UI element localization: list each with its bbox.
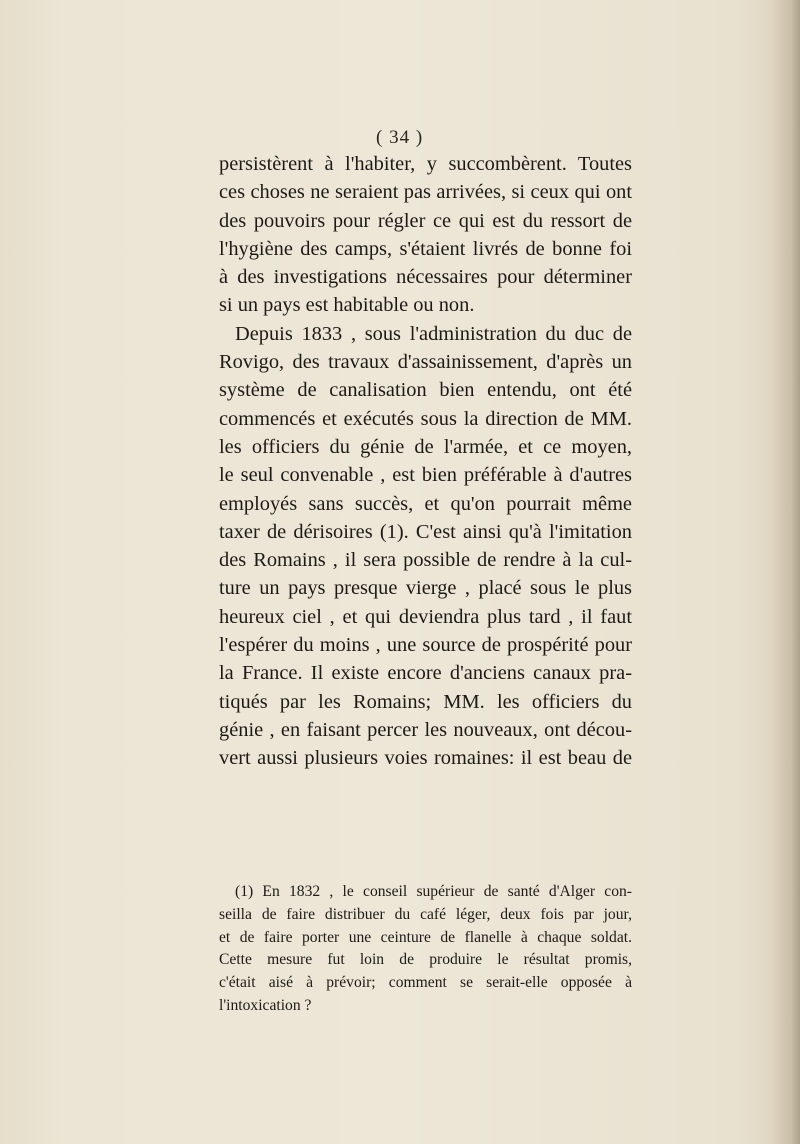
text-line: Rovigo, des travaux d'assainissement, d'après un [219,351,632,374]
text-line: la France. Il existe encore d'anciens canaux pra- [219,662,632,685]
text-line: persistèrent à l'habiter, y succombèrent. Toutes [219,153,632,175]
text-line: ces choses ne seraient pas arrivées, si ceux qui ont [219,181,632,204]
text-line: Depuis 1833 , sous l'administration du duc de [235,322,632,345]
text-line: génie , en faisant percer les nouveaux, ont décou- [219,718,632,741]
text-line: tiqués par les Romains; MM. les officiers du [219,690,632,713]
text-line: l'espérer du moins , une source de prospérité pour [219,634,632,657]
footnote-line: et de faire porter une ceinture de flanelle à chaque soldat. [219,928,632,946]
main-text [219,150,632,773]
text-line: système de canalisation bien entendu, ont été [219,379,632,402]
text-line: employés sans succès, et qu'on pourrait même [219,492,632,515]
footnote-line: seilla de faire distribuer du café léger, deux fois par jour, [219,905,632,923]
text-line: ture un pays presque vierge , placé sous le plus [219,577,632,600]
page-edge-shadow [770,0,800,1144]
text-line: heureux ciel , et qui deviendra plus tard , il faut [219,605,632,628]
text-line: le seul convenable , est bien préférable à d'autres [219,464,632,487]
text-line: des pouvoirs pour régler ce qui est du ressort de [219,209,632,232]
text-line: si un pays est habitable ou non. [219,294,475,317]
text-line: commencés et exécutés sous la direction de MM. [219,407,632,430]
text-line: des Romains , il sera possible de rendre à la cul- [219,549,632,572]
footnote-line: c'était aisé à prévoir; comment se serait-elle opposée à [219,974,632,992]
text-line: les officiers du génie de l'armée, et ce moyen, [219,435,632,458]
footnote-line: (1) En 1832 , le conseil supérieur de santé d'Alger con- [235,883,632,900]
text-line: vert aussi plusieurs voies romaines: il est beau de [219,747,632,770]
text-line: à des investigations nécessaires pour déterminer [219,266,632,289]
text-line: l'hygiène des camps, s'étaient livrés de bonne foi [219,237,632,260]
footnote [219,881,632,1018]
text-line: taxer de dérisoires (1). C'est ainsi qu'à l'imitation [219,520,632,543]
footnote-line: l'intoxication ? [219,996,312,1014]
footnote-line: Cette mesure fut loin de produire le résultat promis, [219,951,632,969]
page-number: ( 34 ) [376,127,424,148]
